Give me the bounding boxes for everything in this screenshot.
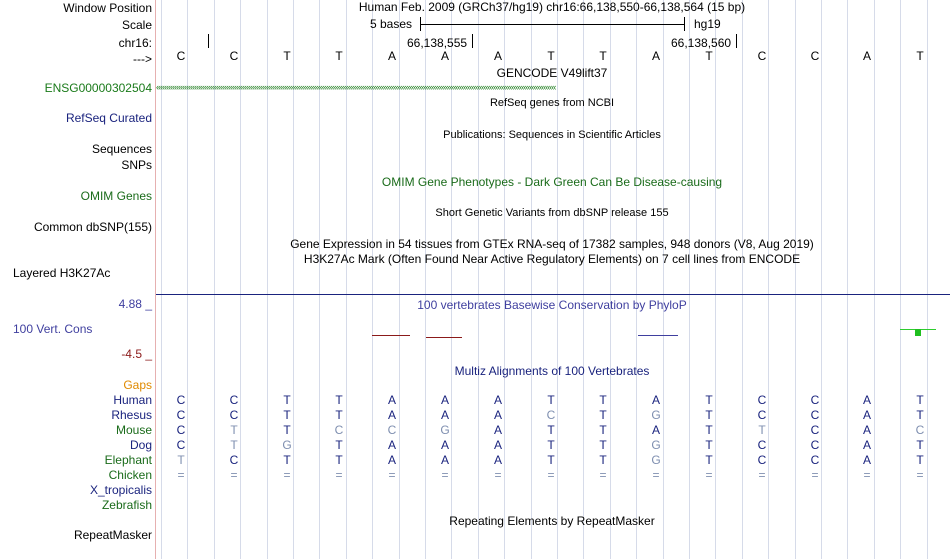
species-label[interactable]: Elephant <box>104 453 152 467</box>
alignment-base: C <box>229 453 239 467</box>
alignment-base: = <box>388 468 396 482</box>
alignment-base: C <box>810 408 820 422</box>
alignment-base: A <box>651 393 660 407</box>
alignment-base: T <box>916 438 924 452</box>
alignment-base: A <box>862 453 871 467</box>
alignment-base: T <box>283 393 291 407</box>
alignment-base: C <box>334 423 344 437</box>
alignment-base: T <box>599 393 607 407</box>
scale-bar <box>420 24 685 25</box>
alignment-base: C <box>757 408 767 422</box>
phylop-peak <box>915 329 921 336</box>
alignment-base: C <box>810 453 820 467</box>
gtex-title: Gene Expression in 54 tissues from GTEx RNA-seq of 17382 samples, 948 donors (V8, Aug 2019) <box>290 237 814 251</box>
alignment-base: A <box>862 393 871 407</box>
reference-base: A <box>862 49 871 63</box>
alignment-base: A <box>493 453 502 467</box>
alignment-base: T <box>335 408 343 422</box>
alignment-base: A <box>493 393 502 407</box>
alignment-base: T <box>177 453 185 467</box>
reference-base: A <box>493 49 502 63</box>
alignment-base: = <box>916 468 924 482</box>
alignment-base: A <box>862 423 871 437</box>
phylop-neg-bar <box>372 335 410 336</box>
reference-base: T <box>916 49 924 63</box>
alignment-base: T <box>705 423 713 437</box>
alignment-base: = <box>547 468 555 482</box>
h3k27ac-label[interactable]: Layered H3K27Ac <box>13 266 111 280</box>
alignment-base: C <box>229 408 239 422</box>
species-label[interactable]: Mouse <box>115 423 152 437</box>
coord-left-tick <box>472 34 473 48</box>
reference-base: T <box>283 49 291 63</box>
alignment-base: G <box>282 438 292 452</box>
pubs-title: Publications: Sequences in Scientific Articles <box>443 129 661 141</box>
alignment-base: A <box>440 453 449 467</box>
alignment-base: T <box>335 453 343 467</box>
alignment-base: T <box>916 453 924 467</box>
species-label[interactable]: Rhesus <box>111 408 152 422</box>
alignment-base: A <box>493 423 502 437</box>
alignment-base: = <box>599 468 607 482</box>
alignment-base: T <box>547 393 555 407</box>
alignment-base: T <box>758 423 766 437</box>
alignment-base: = <box>335 468 343 482</box>
alignment-base: A <box>862 438 871 452</box>
window-position-value: Human Feb. 2009 (GRCh37/hg19) chr16:66,138,550-66,138,564 (15 bp) <box>358 0 746 14</box>
alignment-base: C <box>176 423 186 437</box>
alignment-base: C <box>757 453 767 467</box>
alignment-base: T <box>916 393 924 407</box>
reference-base: C <box>176 49 186 63</box>
refseq-title: RefSeq genes from NCBI <box>489 97 615 109</box>
alignment-base: = <box>705 468 713 482</box>
window-position-label: Window Position <box>63 1 152 15</box>
alignment-base: T <box>283 423 291 437</box>
phylop-label[interactable]: 100 Vert. Cons <box>13 322 93 336</box>
snps-label[interactable]: SNPs <box>121 158 152 172</box>
h3k27ac-title: H3K27Ac Mark (Often Found Near Active Regulatory Elements) on 7 cell lines from ENCODE <box>303 252 801 266</box>
alignment-base: T <box>705 438 713 452</box>
scale-bar-left-tick <box>420 17 421 31</box>
alignment-base: = <box>283 468 291 482</box>
alignment-base: G <box>651 453 661 467</box>
scale-label: Scale <box>121 18 152 32</box>
alignment-base: = <box>230 468 238 482</box>
reference-base: T <box>705 49 713 63</box>
coord-right-tick <box>736 34 737 48</box>
alignment-base: T <box>705 453 713 467</box>
species-label[interactable]: X_tropicalis <box>89 483 152 497</box>
track-labels-panel <box>0 0 156 559</box>
phylop-pos-bar <box>638 335 678 336</box>
alignment-base: A <box>651 423 660 437</box>
alignment-base: C <box>176 393 186 407</box>
alignment-base: A <box>493 408 502 422</box>
reference-base: A <box>651 49 660 63</box>
alignment-base: C <box>176 438 186 452</box>
alignment-base: C <box>915 423 925 437</box>
ruler-tick <box>208 34 209 48</box>
alignment-base: T <box>599 438 607 452</box>
species-label[interactable]: Dog <box>129 438 152 452</box>
omim-title: OMIM Gene Phenotypes - Dark Green Can Be Disease-causing <box>381 175 723 189</box>
alignment-base: = <box>441 468 449 482</box>
gencode-gene-label[interactable]: ENSG00000302504 <box>44 81 152 95</box>
reference-base: C <box>757 49 767 63</box>
alignment-base: T <box>547 423 555 437</box>
phylop-max-label: 4.88 _ <box>118 297 152 311</box>
alignment-base: T <box>230 438 238 452</box>
alignment-base: A <box>440 438 449 452</box>
omim-label[interactable]: OMIM Genes <box>80 189 152 203</box>
coord-left: 66,138,555 <box>407 36 468 50</box>
repeatmasker-title: Repeating Elements by RepeatMasker <box>449 514 655 528</box>
alignment-base: C <box>387 423 397 437</box>
alignment-base: G <box>440 423 450 437</box>
reference-base: T <box>335 49 343 63</box>
phylop-min-label: -4.5 _ <box>121 347 152 361</box>
alignment-base: C <box>810 423 820 437</box>
gaps-label: Gaps <box>123 378 152 392</box>
repeatmasker-label[interactable]: RepeatMasker <box>73 528 152 542</box>
reference-base: A <box>387 49 396 63</box>
alignment-base: A <box>440 408 449 422</box>
alignment-base: A <box>493 438 502 452</box>
alignment-base: C <box>757 393 767 407</box>
species-label[interactable]: Human <box>113 393 152 407</box>
reference-base: A <box>440 49 449 63</box>
phylop-title: 100 vertebrates Basewise Conservation by PhyloP <box>417 298 687 312</box>
alignment-base: C <box>176 408 186 422</box>
alignment-base: = <box>811 468 819 482</box>
alignment-base: T <box>599 408 607 422</box>
alignment-base: = <box>494 468 502 482</box>
scale-assembly: hg19 <box>694 17 721 31</box>
reference-base: T <box>547 49 555 63</box>
reference-base: T <box>599 49 607 63</box>
alignment-base: A <box>440 393 449 407</box>
alignment-base: C <box>229 393 239 407</box>
alignment-base: = <box>652 468 660 482</box>
alignment-base: T <box>599 423 607 437</box>
alignment-base: A <box>862 408 871 422</box>
alignment-base: T <box>283 453 291 467</box>
alignment-base: G <box>651 408 661 422</box>
scale-bar-right-tick <box>684 17 685 31</box>
strand-label: ---> <box>133 52 152 66</box>
species-label[interactable]: Chicken <box>108 468 152 482</box>
refseq-label[interactable]: RefSeq Curated <box>65 111 152 125</box>
alignment-base: T <box>705 408 713 422</box>
phylop-top-line <box>156 294 950 295</box>
alignment-base: T <box>230 423 238 437</box>
species-label[interactable]: Zebrafish <box>101 498 152 512</box>
multiz-title: Multiz Alignments of 100 Vertebrates <box>454 364 650 378</box>
alignment-base: C <box>757 438 767 452</box>
alignment-base: C <box>810 438 820 452</box>
browser-track-area[interactable] <box>156 0 950 559</box>
scale-bases: 5 bases <box>370 17 413 31</box>
alignment-base: C <box>810 393 820 407</box>
alignment-base: A <box>387 393 396 407</box>
alignment-base: G <box>651 438 661 452</box>
alignment-base: T <box>705 393 713 407</box>
dbsnp-title: Short Genetic Variants from dbSNP release 155 <box>435 207 669 219</box>
alignment-base: T <box>547 438 555 452</box>
reference-base: C <box>229 49 239 63</box>
reference-base: C <box>810 49 820 63</box>
alignment-base: T <box>283 408 291 422</box>
alignment-base: A <box>387 408 396 422</box>
alignment-base: T <box>547 453 555 467</box>
dbsnp-label[interactable]: Common dbSNP(155) <box>33 220 152 234</box>
gencode-gene-feature[interactable]: ‹‹‹‹‹‹‹‹‹‹‹‹‹‹‹‹‹‹‹‹‹‹‹‹‹‹‹‹‹‹‹‹‹‹‹‹‹‹‹‹‹‹‹‹‹‹‹‹‹‹‹‹‹‹‹‹‹‹‹‹‹‹‹‹‹‹‹‹‹‹‹‹‹‹‹‹‹‹‹‹‹‹‹‹‹‹‹‹‹‹‹‹‹‹‹‹‹‹‹‹‹‹‹‹‹‹‹‹‹‹‹‹‹‹‹‹‹‹‹‹‹‹‹‹‹‹‹‹‹‹‹‹‹‹‹‹‹‹‹‹‹‹‹‹‹‹‹‹‹‹‹‹‹‹‹‹‹‹‹‹‹‹‹‹‹‹‹‹‹‹‹‹‹‹‹‹‹‹‹‹‹‹‹‹‹‹‹‹‹‹‹‹‹‹‹‹‹‹‹‹ <box>156 82 556 92</box>
coord-right: 66,138,560 <box>671 36 732 50</box>
alignment-base: A <box>387 438 396 452</box>
alignment-base: T <box>916 408 924 422</box>
pubs-label[interactable]: Sequences <box>91 142 152 156</box>
alignment-base: = <box>177 468 185 482</box>
alignment-base: T <box>599 453 607 467</box>
alignment-base: C <box>546 408 556 422</box>
gencode-title: GENCODE V49lift37 <box>496 66 608 80</box>
phylop-neg-bar <box>426 337 462 338</box>
alignment-base: T <box>335 393 343 407</box>
chrom-label: chr16: <box>118 36 152 50</box>
alignment-base: = <box>863 468 871 482</box>
alignment-base: = <box>758 468 766 482</box>
alignment-base: T <box>335 438 343 452</box>
alignment-base: A <box>387 453 396 467</box>
